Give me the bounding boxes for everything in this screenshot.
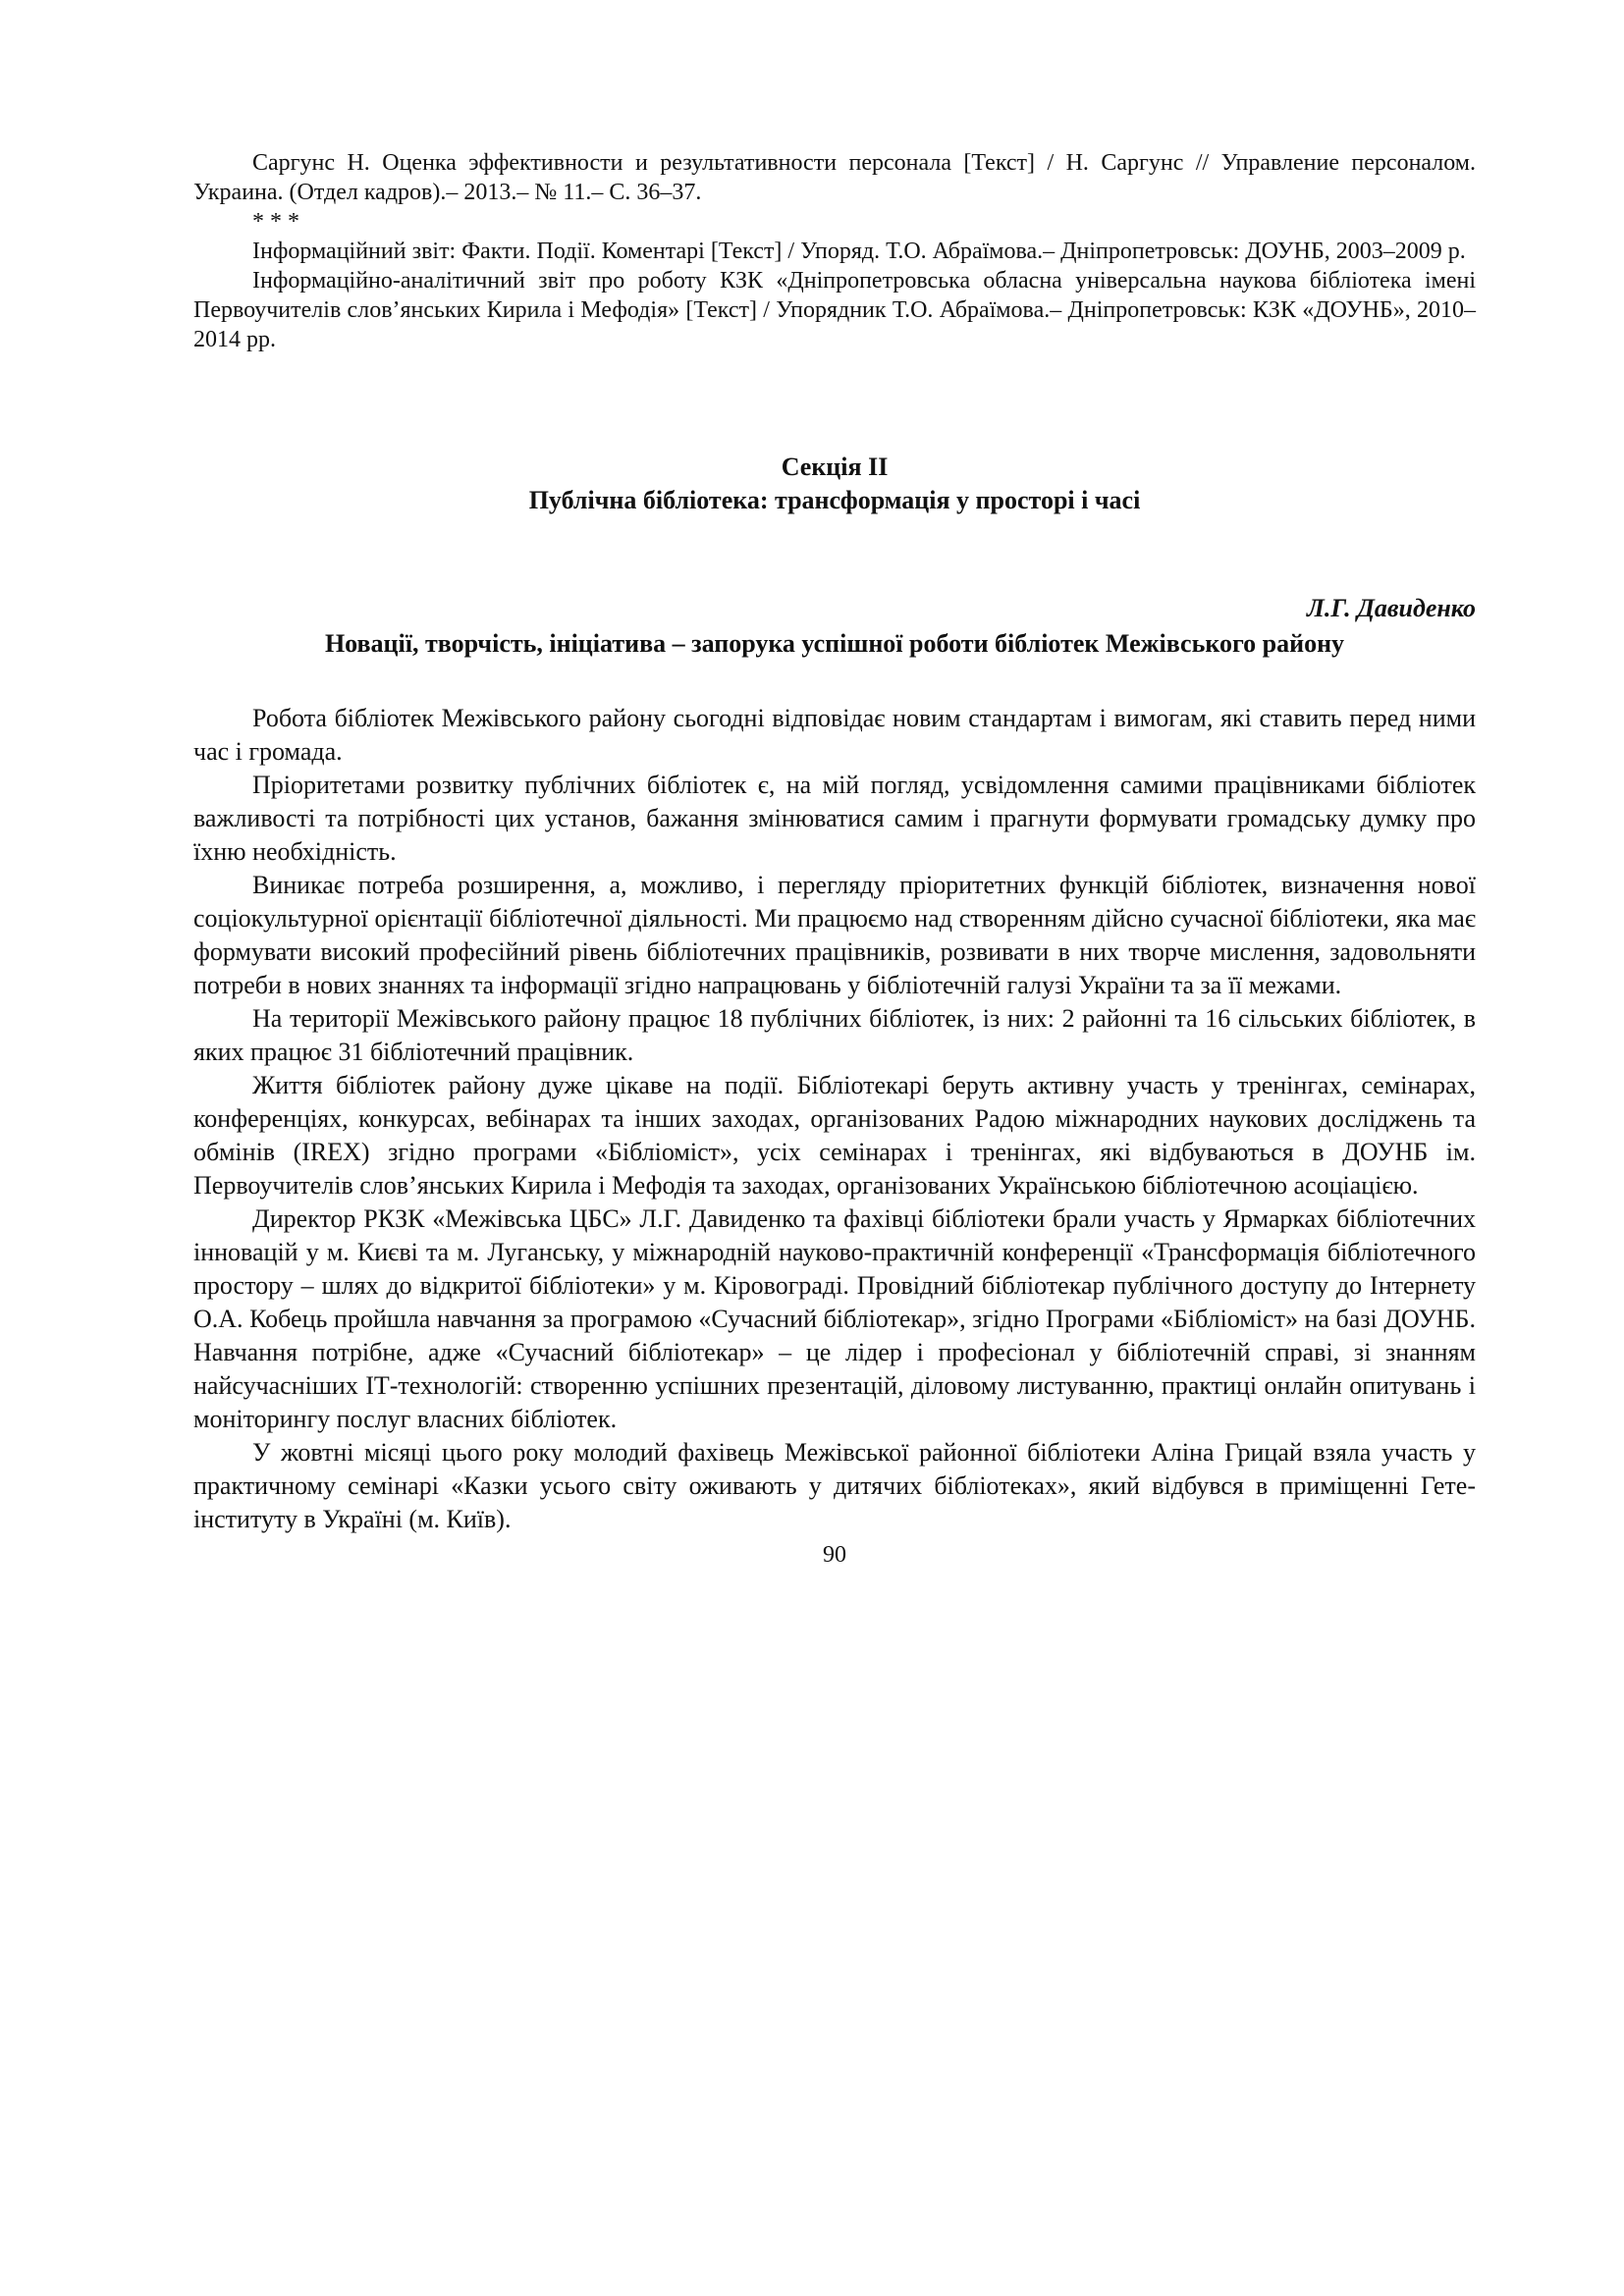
reference-list xyxy=(193,148,1476,354)
article-body xyxy=(193,702,1476,1536)
section-number: Секція ІІ xyxy=(781,453,889,481)
body-paragraph: Робота бібліотек Межівського району сьогодні відповідає новим стандартам і вимогам, які ставить перед ними час і громада. xyxy=(193,704,1476,766)
reference-item: Інформаційно-аналітичний звіт про роботу КЗК «Дніпропетровська обласна універсальна наукова бібліотека імені Первоучителів слов’янських Кирила і Мефодія» [Текст] / Упорядник Т.О. Абраїмова.– Дніпропетровськ: КЗК «ДОУНБ», 2010–2014 рр. xyxy=(193,268,1476,352)
body-paragraph: Виникає потреба розширення, а, можливо, і перегляду пріоритетних функцій бібліотек, визначення нової соціокультурної орієнтації бібліотечної діяльності. Ми працюємо над створенням дійсно сучасної бібліотеки, яка має формувати високий професійний рівень бібліотечних працівників, розвивати в них творче мислення, задовольняти потреби в нових знаннях та інформації згідно напрацювань у бібліотечній галузі України та за її межами. xyxy=(193,871,1476,999)
body-paragraph: Життя бібліотек району дуже цікаве на події. Бібліотекарі беруть активну участь у тренінгах, семінарах, конференціях, конкурсах, вебінарах та інших заходах, організованих Радою міжнародних наукових досліджень та обмінів (IREX) згідно програми «Бібліоміст», усіх семінарах і тренінгах, які відбуваються в ДОУНБ ім. Первоучителів слов’янських Кирила і Мефодія та заходах, організованих Українською бібліотечною асоціацією. xyxy=(193,1071,1476,1200)
body-paragraph: На території Межівського району працює 18 публічних бібліотек, із них: 2 районні та 16 сільських бібліотек, в яких працює 31 бібліотечний працівник. xyxy=(193,1004,1476,1066)
reference-item: Саргунс Н. Оценка эффективности и результативности персонала [Текст] / Н. Саргунс // Управление персоналом. Украина. (Отдел кадров).– 2013.– № 11.– С. 36–37. xyxy=(193,150,1476,205)
page-number: 90 xyxy=(823,1542,846,1568)
article-author: Л.Г. Давиденко xyxy=(1307,594,1476,622)
document-page xyxy=(193,148,1476,1570)
article-title: Новації, творчість, ініціатива – запорука успішної роботи бібліотек Межівського району xyxy=(324,629,1345,658)
body-paragraph: Директор РКЗК «Межівська ЦБС» Л.Г. Давиденко та фахівці бібліотеки брали участь у Ярмарках бібліотечних інновацій у м. Києві та м. Луганську, у міжнародній науково-практичній конференції «Трансформація бібліотечного простору – шлях до відкритої бібліотеки» у м. Кіровограді. Провідний бібліотекар публічного доступу до Інтернету О.А. Кобець пройшла навчання за програмою «Сучасний бібліотекар», згідно Програми «Бібліоміст» на базі ДОУНБ. Навчання потрібне, адже «Сучасний бібліотекар» – це лідер і професіонал у бібліотечній справі, зі знанням найсучасніших ІТ-технологій: створенню успішних презентацій, діловому листуванню, практиці онлайн опитувань і моніторингу послуг власних бібліотек. xyxy=(193,1204,1476,1433)
body-paragraph: Пріоритетами розвитку публічних бібліотек є, на мій погляд, усвідомлення самими працівниками бібліотек важливості та потрібності цих установ, бажання змінюватися самим і прагнути формувати громадську думку про їхню необхідність. xyxy=(193,771,1476,866)
separator-stars: * * * xyxy=(252,209,299,235)
reference-item: Інформаційний звіт: Факти. Події. Коментарі [Текст] / Упоряд. Т.О. Абраїмова.– Дніпропетровськ: ДОУНБ, 2003–2009 р. xyxy=(252,239,1466,264)
body-paragraph: У жовтні місяці цього року молодий фахівець Межівської районної бібліотеки Аліна Грицай взяла участь у практичному семінарі «Казки усього світу оживають у дитячих бібліотеках», який відбувся в приміщенні Гете-інституту в Україні (м. Київ). xyxy=(193,1438,1476,1533)
section-title: Публічна бібліотека: трансформація у просторі і часі xyxy=(528,486,1141,514)
section-heading xyxy=(193,451,1476,517)
